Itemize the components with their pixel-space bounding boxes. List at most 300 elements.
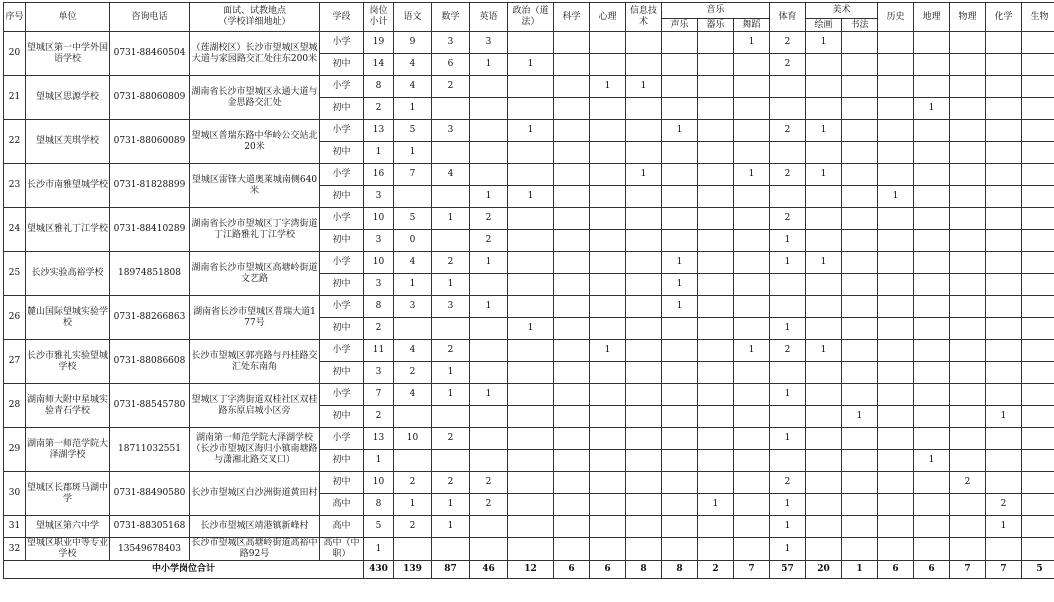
position-count: 4 (394, 340, 432, 362)
position-count (626, 142, 662, 164)
position-count: 1 (698, 494, 734, 516)
position-count (842, 362, 878, 384)
position-count (626, 406, 662, 428)
position-count (914, 120, 950, 142)
school-address: 望城区丁字湾街道双桂社区双桂路东原启城小区旁 (190, 384, 320, 428)
position-count: 4 (394, 384, 432, 406)
position-count (878, 252, 914, 274)
position-count: 4 (394, 252, 432, 274)
position-count: 2 (470, 208, 508, 230)
position-count (878, 450, 914, 472)
position-count: 2 (770, 164, 806, 186)
school-subtotal: 5 (364, 516, 394, 538)
school-stage: 初中 (320, 142, 364, 164)
position-count (626, 32, 662, 54)
total-cell: 20 (806, 561, 842, 579)
school-unit: 望城区思源学校 (26, 76, 110, 120)
position-count (662, 318, 698, 340)
position-count (470, 428, 508, 450)
position-count (806, 54, 842, 76)
position-count: 9 (394, 32, 432, 54)
position-count (554, 32, 590, 54)
position-count (734, 76, 770, 98)
school-stage: 小学 (320, 208, 364, 230)
position-count (734, 208, 770, 230)
position-count (734, 494, 770, 516)
school-stage: 小学 (320, 384, 364, 406)
position-count (1022, 98, 1054, 120)
position-count (470, 98, 508, 120)
school-address: （莲湖校区）长沙市望城区望城大道与家园路交汇处往东200米 (190, 32, 320, 76)
position-count (734, 120, 770, 142)
school-seq: 23 (4, 164, 26, 208)
position-count (914, 384, 950, 406)
position-count (878, 494, 914, 516)
position-count (950, 54, 986, 76)
position-count: 1 (770, 516, 806, 538)
position-count: 1 (470, 252, 508, 274)
position-count (662, 340, 698, 362)
position-count (590, 120, 626, 142)
position-count: 4 (394, 76, 432, 98)
position-count (878, 120, 914, 142)
position-count (878, 98, 914, 120)
position-count (590, 516, 626, 538)
school-subtotal: 3 (364, 274, 394, 296)
position-count (590, 32, 626, 54)
position-count (806, 450, 842, 472)
position-count (734, 230, 770, 252)
position-count (842, 538, 878, 561)
position-count (734, 516, 770, 538)
position-count: 1 (770, 428, 806, 450)
position-count (662, 450, 698, 472)
position-count (508, 538, 554, 561)
position-count (590, 494, 626, 516)
school-subtotal: 1 (364, 450, 394, 472)
school-seq: 29 (4, 428, 26, 472)
position-count (950, 274, 986, 296)
position-count (698, 318, 734, 340)
position-count (626, 538, 662, 561)
position-count: 6 (432, 54, 470, 76)
position-count (698, 362, 734, 384)
school-address: 湖南省长沙市望城区普瑞大道177号 (190, 296, 320, 340)
position-count (734, 142, 770, 164)
total-cell: 2 (698, 561, 734, 579)
position-count (508, 384, 554, 406)
position-count (806, 318, 842, 340)
position-count (554, 274, 590, 296)
position-count (470, 450, 508, 472)
position-count (698, 296, 734, 318)
position-count (734, 274, 770, 296)
school-phone: 18711032551 (110, 428, 190, 472)
school-stage: 小学 (320, 164, 364, 186)
position-count: 1 (806, 340, 842, 362)
total-cell: 87 (432, 561, 470, 579)
position-count (470, 362, 508, 384)
position-count (914, 538, 950, 561)
total-cell: 7 (986, 561, 1022, 579)
position-count (626, 516, 662, 538)
position-count (626, 230, 662, 252)
school-subtotal: 14 (364, 54, 394, 76)
school-subtotal: 8 (364, 76, 394, 98)
school-stage: 初中 (320, 230, 364, 252)
position-count: 2 (770, 340, 806, 362)
position-count: 1 (662, 120, 698, 142)
position-count (806, 76, 842, 98)
position-count: 3 (432, 120, 470, 142)
position-count: 1 (590, 76, 626, 98)
position-count (950, 362, 986, 384)
position-count (508, 450, 554, 472)
position-count (914, 142, 950, 164)
position-count (698, 252, 734, 274)
school-address: 湖南省长沙市望城区永通大道与金思路交汇处 (190, 76, 320, 120)
position-count: 10 (394, 428, 432, 450)
position-count (626, 472, 662, 494)
position-count: 1 (508, 186, 554, 208)
position-count (470, 340, 508, 362)
position-count: 1 (432, 384, 470, 406)
position-count (914, 406, 950, 428)
school-seq: 30 (4, 472, 26, 516)
position-count (508, 406, 554, 428)
position-count (698, 54, 734, 76)
position-count: 1 (878, 186, 914, 208)
position-count (590, 406, 626, 428)
total-label: 中小学岗位合计 (4, 561, 364, 579)
position-count (590, 384, 626, 406)
position-count (950, 32, 986, 54)
position-count (394, 318, 432, 340)
position-count (878, 208, 914, 230)
position-count: 2 (432, 428, 470, 450)
position-count (950, 230, 986, 252)
table-header (4, 3, 1054, 32)
school-stage: 高中 (320, 516, 364, 538)
position-count (554, 120, 590, 142)
position-count: 5 (394, 208, 432, 230)
school-stage: 高中 (320, 494, 364, 516)
position-count (698, 384, 734, 406)
school-subtotal: 2 (364, 318, 394, 340)
school-address: 望城区普瑞东路中华岭公交站北20米 (190, 120, 320, 164)
position-count (662, 538, 698, 561)
position-count (470, 406, 508, 428)
school-unit: 望城区芙琪学校 (26, 120, 110, 164)
position-count (1022, 208, 1054, 230)
school-address: 湖南第一师范学院大泽湖学校（长沙市望城区海归小镇南塘路与潇湘北路交叉口） (190, 428, 320, 472)
position-count (626, 318, 662, 340)
position-count (950, 208, 986, 230)
position-count (1022, 76, 1054, 98)
position-count (914, 252, 950, 274)
position-count (590, 318, 626, 340)
school-unit: 麓山国际望城实验学校 (26, 296, 110, 340)
header-pe: 体育 (770, 3, 806, 32)
school-unit: 望城区长郡斑马湖中学 (26, 472, 110, 516)
position-count (698, 538, 734, 561)
position-count (878, 384, 914, 406)
position-count: 1 (734, 164, 770, 186)
position-count (554, 186, 590, 208)
header-subtotal (364, 3, 394, 32)
position-count (986, 538, 1022, 561)
position-count (698, 142, 734, 164)
position-count: 1 (986, 406, 1022, 428)
position-count (554, 76, 590, 98)
school-subtotal: 13 (364, 428, 394, 450)
position-count (1022, 252, 1054, 274)
table-row (4, 208, 1054, 230)
position-count (878, 76, 914, 98)
position-count (508, 252, 554, 274)
position-count (698, 340, 734, 362)
position-count (1022, 318, 1054, 340)
position-count (662, 32, 698, 54)
position-count: 1 (734, 340, 770, 362)
position-count (590, 296, 626, 318)
school-stage: 初中 (320, 450, 364, 472)
position-count (698, 274, 734, 296)
header-address-line2: （学校详细地址） (218, 17, 290, 27)
school-seq: 21 (4, 76, 26, 120)
school-subtotal: 3 (364, 362, 394, 384)
position-count (432, 318, 470, 340)
position-count (986, 340, 1022, 362)
header-subject: 英语 (470, 3, 508, 32)
position-count (806, 208, 842, 230)
school-seq: 24 (4, 208, 26, 252)
position-count: 1 (806, 120, 842, 142)
position-count (770, 362, 806, 384)
position-count (806, 362, 842, 384)
table-footer (4, 561, 1054, 579)
position-count (590, 186, 626, 208)
position-count (986, 428, 1022, 450)
header-music-group: 音乐 (662, 3, 770, 19)
total-cell: 6 (554, 561, 590, 579)
position-count (734, 186, 770, 208)
school-phone: 0731-88060089 (110, 120, 190, 164)
position-count (842, 516, 878, 538)
position-count: 1 (508, 120, 554, 142)
school-stage: 初中 (320, 186, 364, 208)
school-stage: 小学 (320, 76, 364, 98)
position-count (842, 186, 878, 208)
position-count (626, 252, 662, 274)
position-count (590, 538, 626, 561)
position-count (554, 472, 590, 494)
position-count (842, 274, 878, 296)
position-count (878, 296, 914, 318)
school-stage: 小学 (320, 340, 364, 362)
position-count (590, 252, 626, 274)
school-unit: 望城区雅礼丁江学校 (26, 208, 110, 252)
position-count (1022, 384, 1054, 406)
position-count (508, 142, 554, 164)
position-count (470, 318, 508, 340)
position-count: 3 (470, 32, 508, 54)
position-count (1022, 472, 1054, 494)
school-subtotal: 8 (364, 494, 394, 516)
position-count (698, 406, 734, 428)
position-count (914, 54, 950, 76)
position-count (986, 230, 1022, 252)
total-cell: 1 (842, 561, 878, 579)
position-count (950, 296, 986, 318)
school-subtotal: 7 (364, 384, 394, 406)
position-count (914, 428, 950, 450)
position-count: 1 (470, 296, 508, 318)
position-count (554, 428, 590, 450)
position-count: 3 (432, 32, 470, 54)
position-count: 7 (394, 164, 432, 186)
position-count (914, 164, 950, 186)
header-stage: 学段 (320, 3, 364, 32)
header-music-sub: 舞蹈 (734, 19, 770, 32)
position-count: 1 (508, 318, 554, 340)
school-address: 长沙市望城区高塘岭街道高裕中路92号 (190, 538, 320, 561)
position-count (698, 164, 734, 186)
position-count (508, 362, 554, 384)
position-count (950, 406, 986, 428)
school-subtotal: 10 (364, 208, 394, 230)
position-count: 2 (950, 472, 986, 494)
school-stage: 小学 (320, 252, 364, 274)
position-count: 0 (394, 230, 432, 252)
position-count: 1 (914, 98, 950, 120)
position-count (698, 516, 734, 538)
position-count (1022, 54, 1054, 76)
table-row (4, 340, 1054, 362)
position-count (878, 538, 914, 561)
header-subject: 数学 (432, 3, 470, 32)
school-phone: 0731-88266863 (110, 296, 190, 340)
position-count (842, 428, 878, 450)
position-count (554, 318, 590, 340)
position-count: 2 (432, 472, 470, 494)
school-subtotal: 3 (364, 230, 394, 252)
position-count: 1 (734, 32, 770, 54)
position-count (698, 472, 734, 494)
header-subject: 信息技术 (626, 3, 662, 32)
position-count (770, 406, 806, 428)
table-row (4, 428, 1054, 450)
position-count: 2 (432, 76, 470, 98)
position-count (806, 186, 842, 208)
position-count (508, 98, 554, 120)
position-count (626, 362, 662, 384)
position-count: 1 (806, 164, 842, 186)
position-count (806, 384, 842, 406)
position-count: 1 (432, 208, 470, 230)
position-count (878, 362, 914, 384)
position-count (590, 362, 626, 384)
position-count: 1 (770, 230, 806, 252)
position-count (626, 274, 662, 296)
position-count (1022, 120, 1054, 142)
position-count (590, 164, 626, 186)
position-count: 1 (770, 494, 806, 516)
position-count (770, 450, 806, 472)
position-count (432, 142, 470, 164)
position-count: 1 (770, 252, 806, 274)
position-count (470, 516, 508, 538)
school-seq: 32 (4, 538, 26, 561)
position-count (878, 230, 914, 252)
school-unit: 长沙市南雅望城学校 (26, 164, 110, 208)
position-count (590, 230, 626, 252)
position-count (986, 296, 1022, 318)
header-subject: 化学 (986, 3, 1022, 32)
position-count (626, 98, 662, 120)
position-count (590, 450, 626, 472)
position-count (806, 406, 842, 428)
position-count (986, 98, 1022, 120)
position-count (878, 142, 914, 164)
position-count (554, 538, 590, 561)
position-count (626, 208, 662, 230)
position-count: 2 (470, 472, 508, 494)
position-count (394, 406, 432, 428)
position-count (554, 230, 590, 252)
position-count: 1 (986, 516, 1022, 538)
table-row (4, 164, 1054, 186)
position-count (508, 274, 554, 296)
position-count (508, 428, 554, 450)
position-count (1022, 164, 1054, 186)
position-count (842, 450, 878, 472)
table-row (4, 516, 1054, 538)
total-cell: 139 (394, 561, 432, 579)
position-count (508, 164, 554, 186)
table-body (4, 32, 1054, 561)
school-unit: 长沙市雅礼实验望城学校 (26, 340, 110, 384)
school-seq: 26 (4, 296, 26, 340)
position-count (508, 230, 554, 252)
position-count: 1 (394, 98, 432, 120)
position-count (432, 538, 470, 561)
position-count (734, 252, 770, 274)
position-count (806, 98, 842, 120)
position-count (950, 186, 986, 208)
position-count (914, 296, 950, 318)
position-count (734, 296, 770, 318)
position-count (662, 76, 698, 98)
position-count (734, 538, 770, 561)
school-subtotal: 8 (364, 296, 394, 318)
position-count (878, 318, 914, 340)
school-stage: 初中 (320, 318, 364, 340)
school-phone: 0731-88490580 (110, 472, 190, 516)
position-count (734, 472, 770, 494)
position-count (734, 98, 770, 120)
school-seq: 31 (4, 516, 26, 538)
position-count: 1 (806, 252, 842, 274)
position-count (842, 164, 878, 186)
position-count (554, 54, 590, 76)
school-stage: 初中 (320, 362, 364, 384)
total-cell: 12 (508, 561, 554, 579)
position-count (986, 76, 1022, 98)
position-count (626, 296, 662, 318)
position-count (950, 98, 986, 120)
school-unit: 湖南第一师范学院大泽湖学校 (26, 428, 110, 472)
